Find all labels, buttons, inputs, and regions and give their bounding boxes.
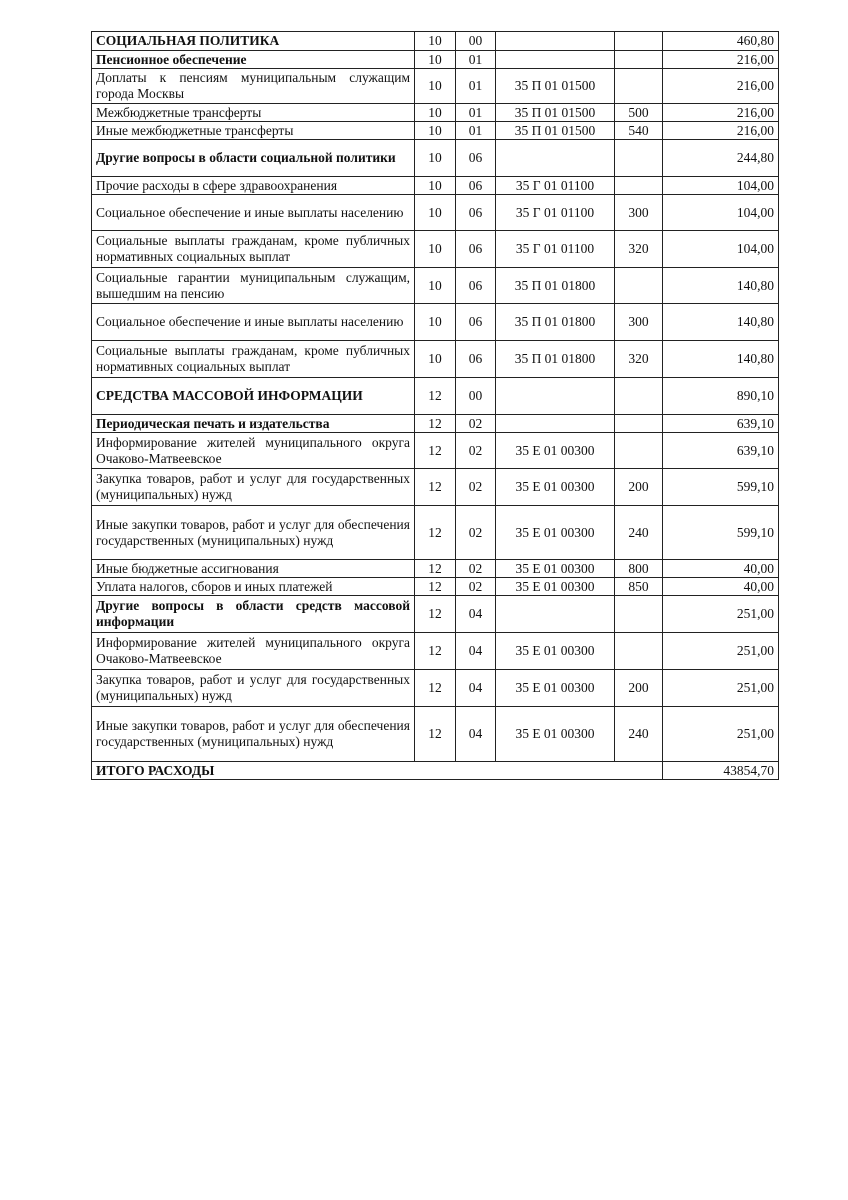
- subsection-code-cell: 00: [456, 378, 496, 415]
- target-article-cell: 35 Е 01 00300: [496, 433, 615, 469]
- amount-cell: 40,00: [663, 560, 779, 578]
- table-row: [92, 32, 779, 51]
- amount-cell: 40,00: [663, 578, 779, 596]
- table-row: [92, 69, 779, 104]
- table-row: [92, 633, 779, 670]
- expense-type-cell: 240: [615, 506, 663, 560]
- target-article-cell: [496, 415, 615, 433]
- table-row: [92, 122, 779, 140]
- subsection-code-cell: 02: [456, 560, 496, 578]
- item-name-cell: Социальное обеспечение и иные выплаты населению: [92, 304, 415, 341]
- section-code-cell: 12: [415, 506, 456, 560]
- amount-cell: 251,00: [663, 707, 779, 762]
- amount-cell: 244,80: [663, 140, 779, 177]
- section-code-cell: 10: [415, 177, 456, 195]
- item-name-cell: Иные межбюджетные трансферты: [92, 122, 415, 140]
- subsection-code-cell: 02: [456, 578, 496, 596]
- subsection-code-cell: 06: [456, 268, 496, 304]
- amount-cell: 216,00: [663, 104, 779, 122]
- section-code-cell: 12: [415, 415, 456, 433]
- target-article-cell: 35 П 01 01800: [496, 341, 615, 378]
- subsection-code-cell: 02: [456, 469, 496, 506]
- section-code-cell: 12: [415, 469, 456, 506]
- table-row: [92, 560, 779, 578]
- section-code-cell: 10: [415, 195, 456, 231]
- expense-type-cell: [615, 378, 663, 415]
- table-row: [92, 341, 779, 378]
- budget-table: [91, 31, 779, 780]
- table-row: [92, 707, 779, 762]
- item-name-cell: Периодическая печать и издательства: [92, 415, 415, 433]
- table-row: [92, 578, 779, 596]
- section-code-cell: 12: [415, 670, 456, 707]
- item-name-cell: Другие вопросы в области социальной политики: [92, 140, 415, 177]
- subsection-code-cell: 02: [456, 415, 496, 433]
- expense-type-cell: [615, 177, 663, 195]
- target-article-cell: 35 Е 01 00300: [496, 469, 615, 506]
- item-name-cell: Прочие расходы в сфере здравоохранения: [92, 177, 415, 195]
- target-article-cell: [496, 140, 615, 177]
- item-name-cell: СРЕДСТВА МАССОВОЙ ИНФОРМАЦИИ: [92, 378, 415, 415]
- total-label: ИТОГО РАСХОДЫ: [92, 762, 663, 780]
- amount-cell: 639,10: [663, 415, 779, 433]
- expense-type-cell: 500: [615, 104, 663, 122]
- table-row: [92, 304, 779, 341]
- section-code-cell: 12: [415, 707, 456, 762]
- expense-type-cell: 320: [615, 231, 663, 268]
- subsection-code-cell: 04: [456, 633, 496, 670]
- section-code-cell: 10: [415, 268, 456, 304]
- section-code-cell: 10: [415, 69, 456, 104]
- target-article-cell: 35 П 01 01500: [496, 122, 615, 140]
- table-row: [92, 104, 779, 122]
- section-code-cell: 10: [415, 51, 456, 69]
- expense-type-cell: [615, 32, 663, 51]
- total-row: [92, 762, 779, 780]
- section-code-cell: 10: [415, 122, 456, 140]
- expense-type-cell: [615, 633, 663, 670]
- subsection-code-cell: 06: [456, 304, 496, 341]
- subsection-code-cell: 06: [456, 140, 496, 177]
- subsection-code-cell: 04: [456, 707, 496, 762]
- amount-cell: 104,00: [663, 195, 779, 231]
- target-article-cell: 35 Е 01 00300: [496, 560, 615, 578]
- item-name-cell: Социальные выплаты гражданам, кроме публичных нормативных социальных выплат: [92, 231, 415, 268]
- target-article-cell: 35 Г 01 01100: [496, 195, 615, 231]
- table-row: [92, 596, 779, 633]
- target-article-cell: 35 Е 01 00300: [496, 578, 615, 596]
- section-code-cell: 12: [415, 560, 456, 578]
- table-row: [92, 506, 779, 560]
- target-article-cell: 35 Е 01 00300: [496, 707, 615, 762]
- table-row: [92, 140, 779, 177]
- item-name-cell: Социальное обеспечение и иные выплаты населению: [92, 195, 415, 231]
- amount-cell: 460,80: [663, 32, 779, 51]
- amount-cell: 216,00: [663, 122, 779, 140]
- expense-type-cell: [615, 69, 663, 104]
- expense-type-cell: 300: [615, 304, 663, 341]
- amount-cell: 639,10: [663, 433, 779, 469]
- target-article-cell: [496, 596, 615, 633]
- amount-cell: 599,10: [663, 469, 779, 506]
- expense-type-cell: 850: [615, 578, 663, 596]
- target-article-cell: [496, 32, 615, 51]
- subsection-code-cell: 01: [456, 104, 496, 122]
- item-name-cell: Закупка товаров, работ и услуг для государственных (муниципальных) нужд: [92, 469, 415, 506]
- subsection-code-cell: 02: [456, 433, 496, 469]
- item-name-cell: Другие вопросы в области средств массовой информации: [92, 596, 415, 633]
- target-article-cell: 35 Е 01 00300: [496, 506, 615, 560]
- table-row: [92, 51, 779, 69]
- budget-table-body: [92, 32, 779, 780]
- expense-type-cell: [615, 415, 663, 433]
- item-name-cell: Иные бюджетные ассигнования: [92, 560, 415, 578]
- target-article-cell: 35 П 01 01800: [496, 268, 615, 304]
- expense-type-cell: 300: [615, 195, 663, 231]
- section-code-cell: 10: [415, 231, 456, 268]
- expense-type-cell: [615, 433, 663, 469]
- expense-type-cell: 200: [615, 670, 663, 707]
- subsection-code-cell: 06: [456, 177, 496, 195]
- amount-cell: 216,00: [663, 69, 779, 104]
- target-article-cell: 35 Е 01 00300: [496, 670, 615, 707]
- target-article-cell: [496, 378, 615, 415]
- target-article-cell: 35 Е 01 00300: [496, 633, 615, 670]
- subsection-code-cell: 00: [456, 32, 496, 51]
- item-name-cell: Социальные гарантии муниципальным служащим, вышедшим на пенсию: [92, 268, 415, 304]
- section-code-cell: 10: [415, 341, 456, 378]
- subsection-code-cell: 04: [456, 596, 496, 633]
- item-name-cell: Межбюджетные трансферты: [92, 104, 415, 122]
- section-code-cell: 12: [415, 633, 456, 670]
- section-code-cell: 10: [415, 304, 456, 341]
- target-article-cell: 35 Г 01 01100: [496, 231, 615, 268]
- item-name-cell: Иные закупки товаров, работ и услуг для обеспечения государственных (муниципальных) нужд: [92, 707, 415, 762]
- subsection-code-cell: 01: [456, 69, 496, 104]
- table-row: [92, 433, 779, 469]
- section-code-cell: 12: [415, 378, 456, 415]
- table-row: [92, 177, 779, 195]
- item-name-cell: Информирование жителей муниципального округа Очаково-Матвеевское: [92, 433, 415, 469]
- section-code-cell: 12: [415, 578, 456, 596]
- total-amount: 43854,70: [663, 762, 779, 780]
- target-article-cell: 35 П 01 01500: [496, 69, 615, 104]
- table-row: [92, 670, 779, 707]
- amount-cell: 140,80: [663, 304, 779, 341]
- target-article-cell: 35 П 01 01500: [496, 104, 615, 122]
- subsection-code-cell: 06: [456, 341, 496, 378]
- table-row: [92, 231, 779, 268]
- item-name-cell: Иные закупки товаров, работ и услуг для обеспечения государственных (муниципальных) нужд: [92, 506, 415, 560]
- item-name-cell: Доплаты к пенсиям муниципальным служащим города Москвы: [92, 69, 415, 104]
- subsection-code-cell: 06: [456, 231, 496, 268]
- item-name-cell: СОЦИАЛЬНАЯ ПОЛИТИКА: [92, 32, 415, 51]
- amount-cell: 251,00: [663, 596, 779, 633]
- expense-type-cell: [615, 140, 663, 177]
- subsection-code-cell: 01: [456, 51, 496, 69]
- table-row: [92, 268, 779, 304]
- section-code-cell: 10: [415, 32, 456, 51]
- table-row: [92, 415, 779, 433]
- item-name-cell: Пенсионное обеспечение: [92, 51, 415, 69]
- amount-cell: 251,00: [663, 633, 779, 670]
- expense-type-cell: [615, 51, 663, 69]
- item-name-cell: Информирование жителей муниципального округа Очаково-Матвеевское: [92, 633, 415, 670]
- amount-cell: 140,80: [663, 341, 779, 378]
- amount-cell: 104,00: [663, 231, 779, 268]
- expense-type-cell: [615, 596, 663, 633]
- expense-type-cell: 800: [615, 560, 663, 578]
- section-code-cell: 12: [415, 433, 456, 469]
- section-code-cell: 12: [415, 596, 456, 633]
- target-article-cell: 35 Г 01 01100: [496, 177, 615, 195]
- target-article-cell: [496, 51, 615, 69]
- subsection-code-cell: 02: [456, 506, 496, 560]
- expense-type-cell: 540: [615, 122, 663, 140]
- table-row: [92, 195, 779, 231]
- subsection-code-cell: 06: [456, 195, 496, 231]
- amount-cell: 890,10: [663, 378, 779, 415]
- section-code-cell: 10: [415, 104, 456, 122]
- amount-cell: 104,00: [663, 177, 779, 195]
- expense-type-cell: [615, 268, 663, 304]
- amount-cell: 140,80: [663, 268, 779, 304]
- amount-cell: 599,10: [663, 506, 779, 560]
- subsection-code-cell: 04: [456, 670, 496, 707]
- item-name-cell: Закупка товаров, работ и услуг для государственных (муниципальных) нужд: [92, 670, 415, 707]
- table-row: [92, 378, 779, 415]
- expense-type-cell: 320: [615, 341, 663, 378]
- expense-type-cell: 200: [615, 469, 663, 506]
- item-name-cell: Социальные выплаты гражданам, кроме публичных нормативных социальных выплат: [92, 341, 415, 378]
- section-code-cell: 10: [415, 140, 456, 177]
- amount-cell: 216,00: [663, 51, 779, 69]
- target-article-cell: 35 П 01 01800: [496, 304, 615, 341]
- table-row: [92, 469, 779, 506]
- expense-type-cell: 240: [615, 707, 663, 762]
- amount-cell: 251,00: [663, 670, 779, 707]
- subsection-code-cell: 01: [456, 122, 496, 140]
- item-name-cell: Уплата налогов, сборов и иных платежей: [92, 578, 415, 596]
